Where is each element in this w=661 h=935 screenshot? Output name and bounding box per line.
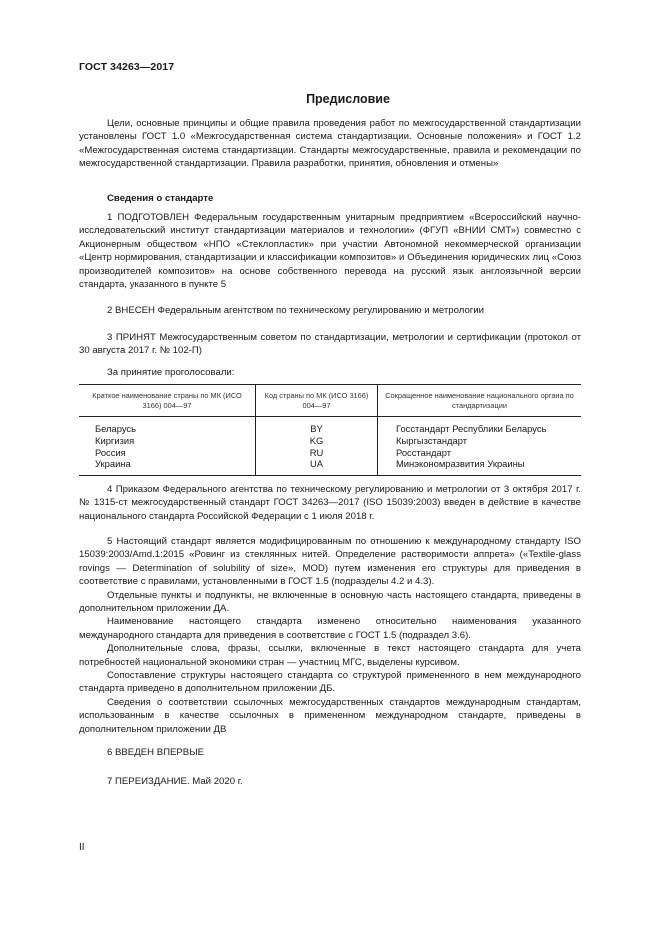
item-5-paragraph: Дополнительные слова, фразы, ссылки, включенные в текст настоящего стандарта для учета потребностей национальной экономики стран — участниц МГС, выделены курсивом. bbox=[79, 643, 581, 668]
table-row bbox=[79, 417, 581, 476]
code-cell bbox=[256, 417, 378, 476]
item-2-block bbox=[79, 304, 581, 317]
item-6-block bbox=[79, 746, 581, 759]
country-name: Киргизия bbox=[95, 434, 135, 446]
standards-body: Кыргызстандарт bbox=[396, 434, 468, 446]
header-code: Код страны по МК (ИСО 3166) 004—97 bbox=[256, 385, 378, 417]
country-code: RU bbox=[309, 446, 324, 458]
standard-info-heading: Сведения о стандарте bbox=[107, 193, 214, 204]
vote-table bbox=[79, 384, 581, 476]
header-country: Краткое наименование страны по МК (ИСО 3166) 004—97 bbox=[79, 385, 256, 417]
item-5-paragraph: Отдельные пункты и подпункты, не включенные в основную часть настоящего стандарта, приведены в дополнительном приложении ДА. bbox=[79, 589, 581, 615]
body-cell bbox=[378, 417, 582, 476]
standards-body: Минэкономразвития Украины bbox=[396, 458, 525, 470]
vote-table-header-row bbox=[79, 385, 581, 417]
page-title: Предисловие bbox=[306, 92, 390, 106]
item-7-paragraph: 7 ПЕРЕИЗДАНИЕ. Май 2020 г. bbox=[107, 776, 243, 787]
standard-info-block bbox=[79, 192, 581, 205]
item-2-paragraph: 2 ВНЕСЕН Федеральным агентством по техническому регулированию и метрологии bbox=[107, 305, 485, 316]
item-5-paragraph: 5 Настоящий стандарт является модифицированным по отношению к международному стандарту ISO 15039:2003/Amd.1:2015 «Ровинг из стеклянных нитей. Определение растворимости аппрета» («Textile-glass rovings — Determination of solubility of size», MOD) путем изменения его структуры для приведения в соответствие с правилами, установленными в ГОСТ 1.5 (подразделы 4.2 и 4.3). bbox=[79, 536, 581, 588]
voted-label-block bbox=[79, 366, 581, 379]
item-5-paragraph: Сопоставление структуры настоящего стандарта со структурой примененного в нем международного стандарта приведено в дополнительном приложении ДБ. bbox=[79, 670, 581, 695]
document-code: ГОСТ 34263—2017 bbox=[79, 61, 175, 73]
page-number: II bbox=[79, 842, 85, 853]
item-1-block bbox=[79, 211, 581, 291]
item-1-paragraph: 1 ПОДГОТОВЛЕН Федеральным государственным унитарным предприятием «Всероссийский научно-исследовательский институт стандартизации материалов и технологии» (ФГУП «ВНИИ СМТ») совместно с Акционерным обществом «НПО «Стеклопластик» при участии Автономной некоммерческой организации «Центр нормирования, стандартизации и классификации композитов» и Объединения юридических лиц «Союз производителей композитов» на основе собственного перевода на русский язык англоязычной версии стандарта, указанного в пункте 5 bbox=[79, 212, 581, 291]
standards-body: Росстандарт bbox=[396, 446, 451, 458]
country-cell bbox=[79, 417, 256, 476]
item-3-block bbox=[79, 331, 581, 358]
item-5-paragraph: Сведения о соответствии ссылочных межгосударственных стандартов международным стандартам, использованным в качестве ссылочных в примененном международном стандарте, приведены в дополнительном приложении ДВ bbox=[79, 696, 581, 735]
item-4-paragraph: 4 Приказом Федерального агентства по техническому регулированию и метрологии от 3 октября 2017 г. № 1315-ст межгосударственный стандарт ГОСТ 34263—2017 (ISO 15039:2003) введен в действие в качестве национального стандарта Российской Федерации с 1 июля 2018 г. bbox=[79, 484, 581, 522]
country-name: Беларусь bbox=[95, 423, 137, 434]
item-7-block bbox=[79, 775, 581, 788]
country-code: BY bbox=[310, 423, 323, 434]
item-5-block bbox=[79, 535, 581, 736]
item-3-paragraph: 3 ПРИНЯТ Межгосударственным советом по стандартизации, метрологии и сертификации (протокол от 30 августа 2017 г. № 102-П) bbox=[79, 332, 581, 357]
intro-block bbox=[79, 117, 581, 171]
standards-body: Госстандарт Республики Беларусь bbox=[396, 423, 547, 434]
item-4-block bbox=[79, 483, 581, 523]
intro-paragraph: Цели, основные принципы и общие правила проведения работ по межгосударственной стандартизации установлены ГОСТ 1.0 «Межгосударственная система стандартизации. Основные положения» и ГОСТ 1.2 «Межгосударственная система стандартизации. Стандарты межгосударственные, правила и рекомендации по межгосударственной стандартизации. Правила разработки, принятия, обновления и отмены» bbox=[79, 118, 581, 170]
voted-label: За принятие проголосовали: bbox=[107, 367, 235, 378]
country-code: UA bbox=[309, 458, 324, 470]
country-name: Украина bbox=[95, 458, 131, 470]
item-5-paragraph: Наименование настоящего стандарта изменено относительно наименования указанного международного стандарта для приведения в соответствие с ГОСТ 1.5 (подраздел 3.6). bbox=[79, 616, 581, 641]
header-body: Сокращенное наименование национального органа по стандартизации bbox=[378, 385, 582, 417]
country-code: KG bbox=[309, 434, 324, 446]
country-name: Россия bbox=[95, 446, 126, 458]
item-6-paragraph: 6 ВВЕДЕН ВПЕРВЫЕ bbox=[107, 747, 205, 758]
